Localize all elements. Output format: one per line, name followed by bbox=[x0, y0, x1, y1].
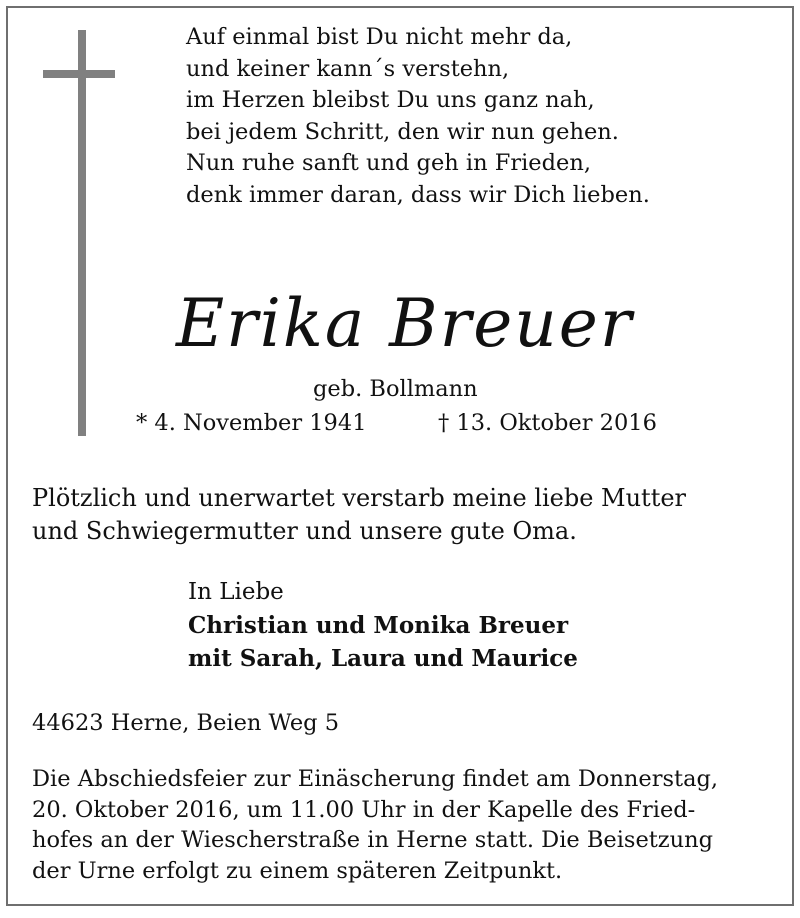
ceremony-line: der Urne erfolgt zu einem späteren Zeitpunkt. bbox=[32, 857, 563, 884]
mourners-block bbox=[188, 576, 578, 675]
ceremony-info bbox=[32, 764, 718, 886]
mourners-names: Christian und Monika Breuer bbox=[188, 612, 569, 639]
ceremony-line: 20. Oktober 2016, um 11.00 Uhr in der Kapelle des Fried- bbox=[32, 796, 696, 823]
poem-line: im Herzen bleibst Du uns ganz nah, bbox=[186, 87, 595, 113]
address: 44623 Herne, Beien Weg 5 bbox=[32, 710, 340, 736]
cross-icon bbox=[78, 30, 86, 436]
poem-line: denk immer daran, dass wir Dich lieben. bbox=[186, 181, 650, 208]
poem-line: Nun ruhe sanft und geh in Frieden, bbox=[186, 150, 591, 176]
announcement-line: Plötzlich und unerwartet verstarb meine liebe Mutter bbox=[32, 484, 687, 512]
mourners-grandchildren: mit Sarah, Laura und Maurice bbox=[188, 645, 578, 672]
death-announcement bbox=[32, 482, 686, 548]
memorial-poem bbox=[186, 22, 650, 211]
death-date: † 13. Oktober 2016 bbox=[438, 410, 657, 436]
deceased-name: Erika Breuer bbox=[176, 285, 634, 362]
birth-name: geb. Bollmann bbox=[313, 376, 478, 402]
poem-line: Auf einmal bist Du nicht mehr da, bbox=[186, 24, 573, 50]
cross-icon-bar bbox=[43, 70, 115, 78]
birth-date: * 4. November 1941 bbox=[136, 410, 367, 436]
obituary-notice bbox=[6, 6, 794, 906]
poem-line: bei jedem Schritt, den wir nun gehen. bbox=[186, 118, 619, 145]
mourners-intro: In Liebe bbox=[188, 579, 284, 605]
ceremony-line: Die Abschiedsfeier zur Einäscherung findet am Donnerstag, bbox=[32, 766, 719, 792]
ceremony-line: hofes an der Wiescherstraße in Herne statt. Die Beisetzung bbox=[32, 827, 714, 853]
announcement-line: und Schwiegermutter und unsere gute Oma. bbox=[32, 517, 577, 545]
poem-line: und keiner kann´s verstehn, bbox=[186, 55, 510, 82]
